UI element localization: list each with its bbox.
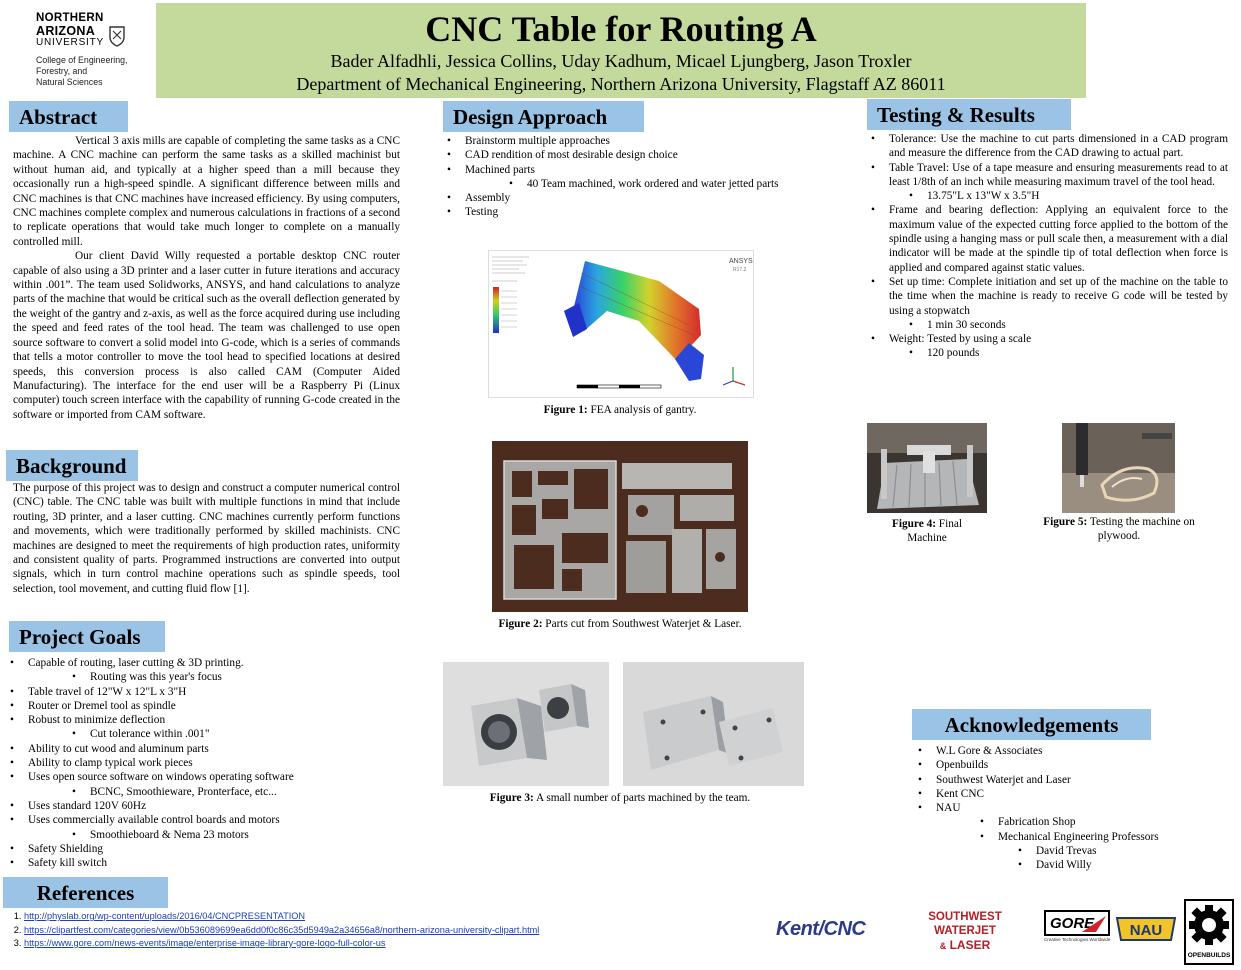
list-item: • Table Travel: Use of a tape measure and ensuring measurements read to at least 1/8th of an inch while measuring maximum travel of the tool head. [869, 161, 1228, 190]
university-logo [36, 12, 136, 88]
list-item: • Mechanical Engineering Professors [916, 830, 1236, 844]
references-heading: References [3, 877, 168, 908]
reference-link-1[interactable]: http://physlab.org/wp-content/uploads/2016/04/CNCPRESENTATION [24, 911, 306, 921]
list-item: • Fabrication Shop [916, 815, 1236, 829]
figure-2-caption [470, 617, 770, 631]
list-item: • Uses commercially available control boards and motors [8, 813, 398, 827]
background-heading: Background [6, 450, 138, 481]
design-approach-heading: Design Approach [443, 101, 644, 132]
southwest-waterjet-amp: & [939, 941, 947, 951]
list-item: • 1 min 30 seconds [869, 318, 1228, 332]
design-approach-list [445, 134, 845, 220]
gore-tagline: Creative Technologies Worldwide [1044, 937, 1111, 942]
gore-logo [1044, 910, 1112, 952]
list-item [24, 937, 724, 951]
list-item: • Tolerance: Use the machine to cut parts dimensioned in a CAD program and measure the difference from the CAD drawing to actual part. [869, 132, 1228, 161]
university-name-line2: ARIZONA [36, 23, 96, 38]
acknowledgements-heading: Acknowledgements [912, 709, 1151, 740]
college-line2: Forestry, and [36, 65, 88, 76]
university-name-line1: NORTHERN [36, 12, 104, 24]
logo-divider [24, 54, 25, 55]
testing-results-list [869, 132, 1228, 361]
southwest-waterjet-line1: SOUTHWEST WATERJET [928, 911, 1002, 937]
figure-2-waterjet-parts-image [492, 441, 748, 612]
list-item: • Safety Shielding [8, 842, 398, 856]
axis-triad-icon [723, 367, 745, 385]
abstract-body [13, 134, 400, 422]
list-item: • Testing [445, 205, 845, 219]
list-item: • Uses open source software on windows operating software [8, 770, 398, 784]
figure-1-caption [488, 403, 752, 417]
list-item: • David Willy [916, 858, 1236, 872]
background-paragraph: The purpose of this project was to design and construct a computer numerical control (CNC) table. The CNC table was built with multiple functions in mind that include routing, 3D printer, and a laser cutting. CNC machines currently perform functions and movements, which were traditionally performed by skilled machinists. CNC machines are designed to meet the requirements of high production rates, uniformity and consistent quality of parts. Programmed instructions are converted into output signals, which in turn control machine operations such as spindle speeds, tool selection, tool movement, and cutting fluid flow [1]. [13, 482, 400, 595]
university-name-line3: UNIVERSITY [36, 37, 105, 48]
ansys-brand: ANSYS [729, 258, 753, 265]
reference-link-2[interactable]: https://clipartfest.com/categories/view/0b536089699ea6dd0f0c86c35d5949a2a34656a8/northern-arizona-university-clipart.html [24, 924, 540, 935]
list-item: • Routing was this year's focus [8, 670, 398, 684]
figure-4-caption [880, 517, 974, 545]
figure-4-final-machine-image [867, 423, 987, 513]
figure-5-caption [1036, 515, 1202, 543]
figure-5-text: Testing the machine on plywood. [1087, 516, 1195, 542]
background-body [13, 481, 400, 596]
figure-3-text: A small number of parts machined by the team. [533, 792, 751, 804]
list-item: • W.L Gore & Associates [916, 744, 1236, 758]
poster-title: CNC Table for Routing A [425, 9, 817, 49]
figure-3-label: Figure 3: [489, 792, 534, 804]
project-goals-heading: Project Goals [9, 621, 165, 652]
machined-plates-photo [623, 662, 804, 786]
fea-gantry-render [489, 251, 753, 397]
list-item: • Uses standard 120V 60Hz [8, 799, 398, 813]
figure-1-fea-image [488, 250, 754, 398]
list-item: • NAU [916, 801, 1236, 815]
figure-4-label: Figure 4: [891, 518, 936, 530]
list-item: • Weight: Tested by using a scale [869, 332, 1228, 346]
university-emblem-icon [107, 25, 127, 47]
figure-3-caption [460, 791, 780, 805]
list-item: • Cut tolerance within .001" [8, 727, 398, 741]
references-list [6, 910, 724, 951]
figure-5-plywood-test-image [1062, 423, 1175, 513]
list-item: • 13.75"L x 13"W x 3.5"H [869, 189, 1228, 203]
kent-cnc-logo [776, 918, 888, 942]
list-item: • Machined parts [445, 163, 845, 177]
list-item: • Assembly [445, 191, 845, 205]
list-item: • Frame and bearing deflection: Applying an equivalent force to the maximum value of the expected cutting force applied to the bottom of the spindle using a hanging mass or pull scale then, a measurement with a dial indicator will be made at the spindle tip of total deflection when force is applied and compared against static values. [869, 203, 1228, 274]
list-item: • Kent CNC [916, 787, 1236, 801]
nau-logo [1115, 914, 1177, 944]
figure-1-text: FEA analysis of gantry. [587, 404, 697, 416]
list-item: • Safety kill switch [8, 856, 398, 870]
acknowledgements-list [916, 744, 1236, 873]
figure-2-label: Figure 2: [498, 618, 543, 630]
openbuilds-text: OPENBUILDS [1187, 952, 1231, 959]
gore-text: GORE [1050, 914, 1095, 932]
list-item: • Smoothieboard & Nema 23 motors [8, 828, 398, 842]
list-item [24, 924, 724, 938]
openbuilds-gear-icon [1188, 903, 1230, 947]
final-machine-photo [867, 423, 987, 513]
openbuilds-logo [1184, 899, 1234, 965]
ansys-version: R17.2 [733, 267, 747, 273]
college-line3: Natural Sciences [36, 76, 103, 87]
nau-logo-graphic [1115, 914, 1177, 944]
gore-swoosh-icon [1082, 914, 1106, 934]
list-item: • Capable of routing, laser cutting & 3D printing. [8, 656, 398, 670]
abstract-paragraph-2: Our client David Willy requested a portable desktop CNC router capable of also using a 3D printer and a laser cutter in future iterations and accuracy within .001”. The team used Solidworks, ANSYS, and hand calculations to analyze parts of the machine that would be critical such as the overall deflection generated by the weight of the gantry and z-axis, as well as the force acquired during use including the speed and feed rates of the tool head. The team was challenged to use open source software to convert a solid model into G-code, which is a series of commands that tells a motor controller to move the tool head to specified locations at desired speeds, this conversion process is also called CAM (Computer Aided Manufacturing). The interface for the end user will be a Raspberry Pi (Linux computer) touch screen interface with the capability of running G-code created in the software or imported from CAM software. [13, 250, 400, 421]
poster-authors: Bader Alfadhli, Jessica Collins, Uday Kadhum, Micael Ljungberg, Jason Troxler [330, 51, 912, 71]
waterjet-parts-photo [492, 441, 748, 612]
list-item: • Ability to cut wood and aluminum parts [8, 742, 398, 756]
list-item: • BCNC, Smoothieware, Pronterface, etc... [8, 785, 398, 799]
list-item: • Brainstorm multiple approaches [445, 134, 845, 148]
southwest-waterjet-line2: LASER [949, 938, 991, 952]
figure-5-label: Figure 5: [1043, 516, 1088, 528]
list-item: • Ability to clamp typical work pieces [8, 756, 398, 770]
list-item: • David Trevas [916, 844, 1236, 858]
list-item: • CAD rendition of most desirable design choice [445, 148, 845, 162]
list-item: • Openbuilds [916, 758, 1236, 772]
list-item: • Router or Dremel tool as spindle [8, 699, 398, 713]
list-item: • 40 Team machined, work ordered and water jetted parts [445, 177, 845, 191]
figure-1-label: Figure 1: [543, 404, 588, 416]
abstract-paragraph-1: Vertical 3 axis mills are capable of completing the same tasks as a CNC machine. A CNC machine can perform the same tasks as a skilled machinist but without human aid, and typically at a higher speed than a mill because they occasionally run a high-speed spindle. A significant difference between mills and CNC machines is that CNC machines have increased efficiency. By using computers, CNC machines complete complex and numerous calculations in fractions of a second to replicate operations that would take much longer to complete on a manually controlled mill. [13, 135, 400, 248]
list-item [24, 910, 724, 924]
nau-logo-text: NAU [1129, 922, 1163, 939]
college-line1: College of Engineering, [36, 54, 128, 65]
figure-3-right-image [623, 662, 804, 786]
plywood-test-photo [1062, 423, 1175, 513]
machined-blocks-photo [443, 662, 609, 786]
list-item: • Table travel of 12"W x 12"L x 3"H [8, 685, 398, 699]
list-item: • Set up time: Complete initiation and set up of the machine on the table to the time when the machine is ready to receive G code will be tested by using a stopwatch [869, 275, 1228, 318]
list-item: • Southwest Waterjet and Laser [916, 773, 1236, 787]
figure-2-text: Parts cut from Southwest Waterjet & Laser. [542, 618, 742, 630]
figure-4-text: Final Machine [907, 518, 963, 544]
poster-department: Department of Mechanical Engineering, Northern Arizona University, Flagstaff AZ 86011 [296, 74, 946, 94]
testing-results-heading: Testing & Results [867, 99, 1071, 130]
title-banner [156, 3, 1086, 98]
reference-link-3[interactable]: https://www.gore.com/news-events/image/enterprise-image-library-gore-logo-full-color-us [24, 938, 386, 948]
abstract-heading: Abstract [9, 101, 128, 132]
list-item: • Robust to minimize deflection [8, 713, 398, 727]
list-item: • 120 pounds [869, 346, 1228, 360]
southwest-waterjet-logo [904, 910, 1026, 953]
figure-3-left-image [443, 662, 609, 786]
kent-cnc-text: Kent/CNC [776, 918, 866, 940]
project-goals-list [8, 656, 398, 870]
